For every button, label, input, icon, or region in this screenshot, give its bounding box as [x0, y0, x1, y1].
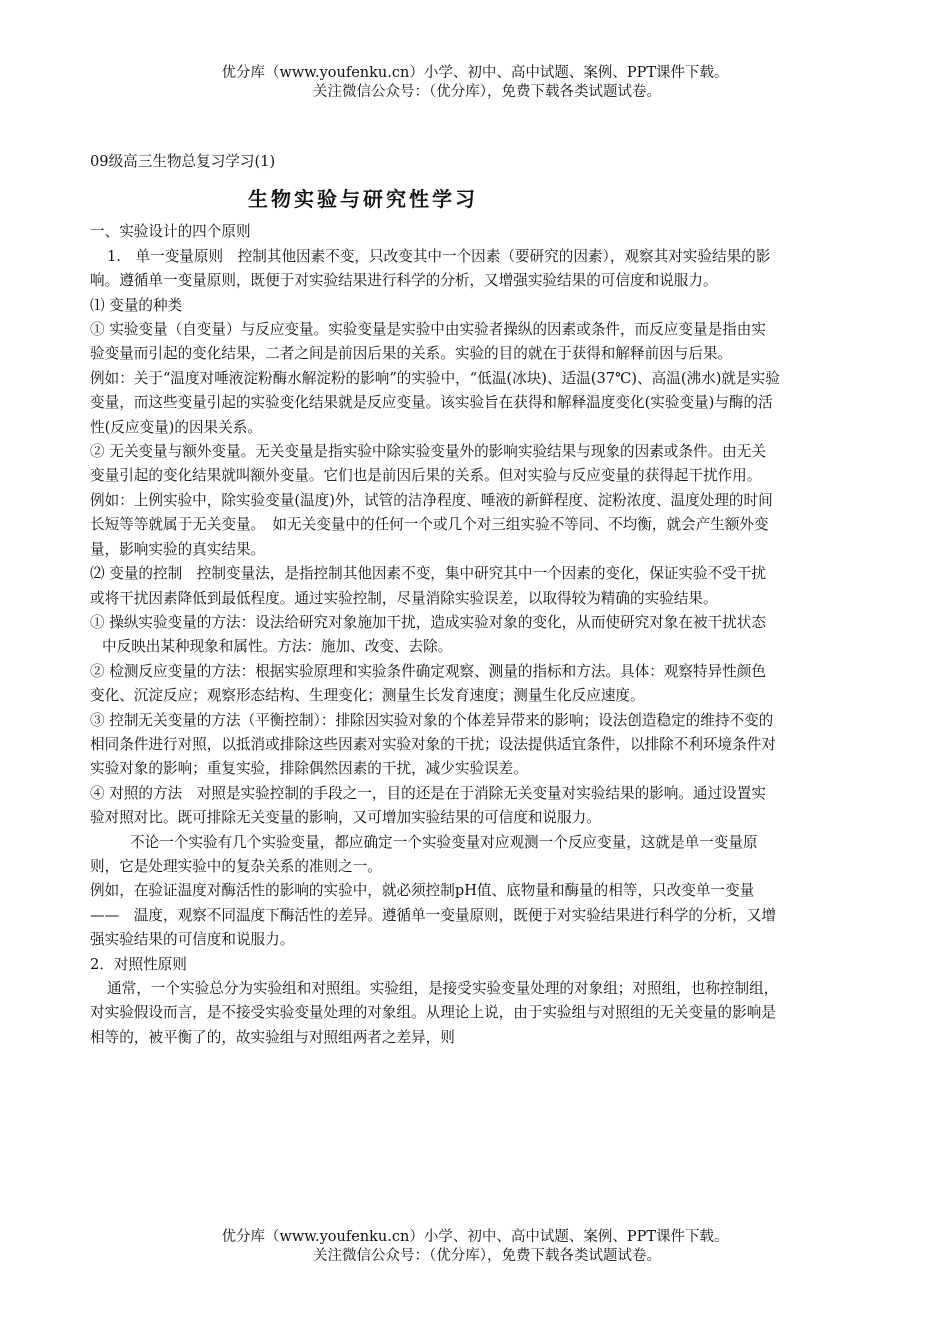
header-line-2: 关注微信公众号：（优分库），免费下载各类试题试卷。: [313, 84, 661, 100]
footer-line-2: 关注微信公众号：（优分库），免费下载各类试题试卷。: [313, 1248, 661, 1264]
paragraph-15: 通常，一个实验总分为实验组和对照组。实验组，是接受实验变量处理的对象组；对照组，也称控制组，对实验假设而言，是不接受实验变量处理的对象组。从理论上说，由于实验组与对照组的无关变量的影响是相等的，被平衡了的，故实验组与对照组两者之差异，则: [90, 980, 779, 1046]
paragraph-9: ② 检测反应变量的方法：根据实验原理和实验条件确定观察、测量的指标和方法。具体：观察特异性颜色变化、沉淀反应；观察形态结构、生理变化；测量生长发育速度；测量生化反应速度。: [90, 662, 766, 705]
section-heading-1: 一、实验设计的四个原则: [90, 223, 251, 241]
page-footer: [0, 1228, 950, 1266]
page-header: [0, 64, 950, 102]
paragraph-1: 1. 单一变量原则 控制其他因素不变，只改变其中一个因素（要研究的因素），观察其对实验结果的影响。遵循单一变量原则，既便于对实验结果进行科学的分析，又增强实验结果的可信度和说服力。: [90, 247, 771, 290]
doc-title: 生物实验与研究性学习: [248, 187, 478, 212]
paragraph-8: ① 操纵实验变量的方法：设法给研究对象施加干扰，造成实验对象的变化，从而使研究对象在被干扰状态中反映出某种现象和属性。方法：施加、改变、去除。: [90, 613, 766, 656]
paragraph-2: ⑴ 变量的种类: [90, 296, 183, 314]
paragraph-10: ③ 控制无关变量的方法（平衡控制）：排除因实验对象的个体差异带来的影响；设法创造稳定的维持不变的相同条件进行对照，以抵消或排除这些因素对实验对象的干扰；设法提供适宜条件，以排除不利环境条件对实验对象的影响；重复实验，排除偶然因素的干扰，减少实验误差。: [90, 711, 776, 778]
footer-line-1: 优分库（www.youfenku.cn）小学、初中、高中试题、案例、PPT课件下载。: [221, 1229, 729, 1245]
paragraph-4: 例如：关于“温度对唾液淀粉酶水解淀粉的影响”的实验中，“低温(冰块)、适温(37℃)、高温(沸水)就是实验变量，而这些变量引起的实验变化结果就是反应变量。该实验旨在获得和解释温度变化(实验变量)与酶的活性(反应变量)的因果关系。: [90, 369, 780, 436]
paragraph-14: 2．对照性原则: [90, 955, 187, 973]
paragraph-5: ② 无关变量与额外变量。无关变量是指实验中除实验变量外的影响实验结果与现象的因素或条件。由无关变量引起的变化结果就叫额外变量。它们也是前因后果的关系。但对实验与反应变量的获得起干扰作用。: [90, 443, 766, 485]
doc-subtitle: 09级高三生物总复习学习(1): [90, 153, 276, 170]
paragraph-13: 例如，在验证温度对酶活性的影响的实验中，就必须控制pH值、底物量和酶量的相等，只改变单一变量 —— 温度，观察不同温度下酶活性的差异。遵循单一变量原则，既便于对实验结果进行科学的分析，又增强实验结果的可信度和说服力。: [90, 882, 776, 949]
paragraph-12: 不论一个实验有几个实验变量，都应确定一个实验变量对应观测一个反应变量，这就是单一变量原则，它是处理实验中的复杂关系的准则之一。: [90, 833, 758, 875]
document-body: [90, 150, 780, 1050]
paragraph-3: ① 实验变量（自变量）与反应变量。实验变量是实验中由实验者操纵的因素或条件，而反应变量是指由实验变量而引起的变化结果，二者之间是前因后果的关系。实验的目的就在于获得和解释前因与后果。: [90, 321, 766, 363]
paragraph-7: ⑵ 变量的控制 控制变量法，是指控制其他因素不变，集中研究其中一个因素的变化，保证实验不受干扰或将干扰因素降低到最低程度。通过实验控制，尽量消除实验误差，以取得较为精确的实验结果。: [90, 565, 766, 607]
header-line-1: 优分库（www.youfenku.cn）小学、初中、高中试题、案例、PPT课件下载。: [221, 65, 729, 81]
paragraph-6: 例如：上例实验中，除实验变量(温度)外，试管的洁净程度、唾液的新鲜程度、淀粉浓度、温度处理的时间长短等等就属于无关变量。 如无关变量中的任何一个或几个对三组实验不等同、不均衡，就会产生额外变量，影响实验的真实结果。: [90, 491, 773, 558]
paragraph-11: ④ 对照的方法 对照是实验控制的手段之一，目的还是在于消除无关变量对实验结果的影响。通过设置实验对照对比。既可排除无关变量的影响，又可增加实验结果的可信度和说服力。: [90, 784, 766, 827]
